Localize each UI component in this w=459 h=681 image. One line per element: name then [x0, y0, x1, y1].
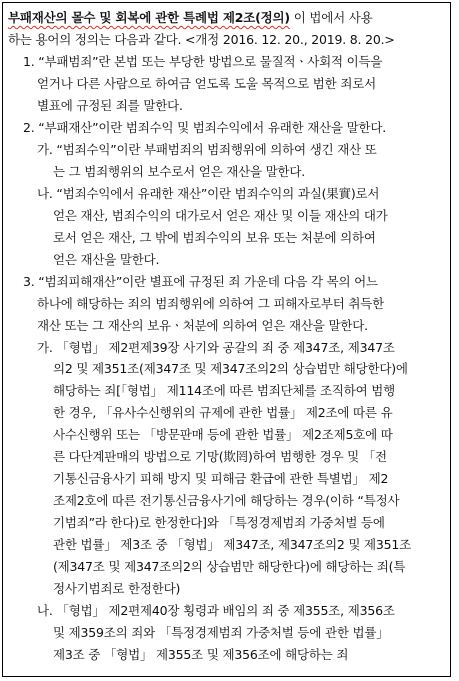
text-line: 및 제359조의 죄와 「특정경제범죄 가중처벌 등에 관한 법률」 — [53, 625, 389, 641]
text-line: 얻은 재산, 범죄수익의 대가로서 얻은 재산 및 이들 재산의 대가 — [53, 207, 388, 223]
legal-text-box — [2, 2, 451, 677]
text-line: 얻거나 다른 사람으로 하여금 얻도록 도울 목적으로 범한 죄로서 — [37, 75, 376, 91]
text-line: 로서 얻은 재산, 그 밖에 범죄수익의 보유 또는 처분에 의하여 — [53, 229, 376, 245]
article-title-line — [8, 7, 373, 29]
text-line: 제3조 중 「형법」 제355조 및 제356조에 해당하는 죄 — [53, 647, 349, 663]
text-line: 나. 「형법」 제2편제40장 횡령과 배임의 죄 중 제355조, 제356조 — [37, 603, 395, 619]
text-line: 기범죄”라 한다)로 한정한다]와 「특정경제범죄 가중처벌 등에 — [53, 515, 385, 531]
text-line: 1. “부패범죄”란 본법 또는 부당한 방법으로 물질적ㆍ사회적 이득을 — [23, 53, 383, 69]
text-line: 의2 및 제351조(제347조 및 제347조의2의 상습범만 해당한다)에 — [53, 361, 408, 377]
text-line: 나. “범죄수익에서 유래한 재산”이란 범죄수익의 과실(果實)로서 — [37, 185, 380, 201]
text-line: 3. “범죄피해재산”이란 별표에 규정된 죄 가운데 다음 각 목의 어느 — [23, 273, 378, 289]
text-line: 하나에 해당하는 죄의 범죄행위에 의하여 그 피해자로부터 취득한 — [37, 295, 385, 311]
text-line: 해당하는 죄[「형법」 제114조에 따른 범죄단체를 조직하여 범행 — [53, 383, 396, 399]
text-line: 2. “부패재산”이란 범죄수익 및 범죄수익에서 유래한 재산을 말한다. — [23, 119, 387, 135]
text-line: 는 그 범죄행위의 보수로서 얻은 재산을 말한다. — [53, 163, 306, 179]
text-line: 별표에 규정된 죄를 말한다. — [37, 97, 183, 113]
text-line: 조제2호에 따른 전기통신금융사기에 해당하는 경우(이하 “특정사 — [53, 493, 400, 509]
text-line: 하는 용어의 정의는 다음과 같다. <개정 2016. 12. 20., 2019. 8. 20.> — [8, 31, 395, 47]
text-line: 얻은 재산을 말한다. — [53, 251, 160, 267]
text-line: 정사기범죄로 한정한다) — [53, 581, 181, 597]
text-line: 가. 「형법」 제2편제39장 사기와 공갈의 죄 중 제347조, 제347조 — [37, 339, 395, 355]
text-line: 사수신행위 또는 「방문판매 등에 관한 법률」 제2조제5호에 따 — [53, 427, 393, 443]
title-rest: 이 법에서 사용 — [289, 10, 373, 25]
text-line: 한 경우, 「유사수신행위의 규제에 관한 법률」 제2조에 따른 유 — [53, 405, 393, 421]
text-line: (제347조 및 제347조의2의 상습범만 해당한다)에 해당하는 죄(특 — [53, 559, 406, 575]
text-line: 기통신금융사기 피해 방지 및 피해금 환급에 관한 특별법」 제2 — [53, 471, 389, 487]
text-line: 가. “범죄수익”이란 부패범죄의 범죄행위에 의하여 생긴 재산 또 — [37, 141, 377, 157]
text-line: 관한 법률」 제3조 중 「형법」 제347조, 제347조의2 및 제351조 — [53, 537, 412, 553]
law-title: 부패재산의 몰수 및 회복에 관한 특례법 제2조(정의) — [8, 10, 290, 25]
text-line: 른 다단계판매의 방법으로 기망(欺罔)하여 범행한 경우 및 「전 — [53, 449, 387, 465]
text-line: 재산 또는 그 재산의 보유ㆍ처분에 의하여 얻은 재산을 말한다. — [37, 317, 368, 333]
